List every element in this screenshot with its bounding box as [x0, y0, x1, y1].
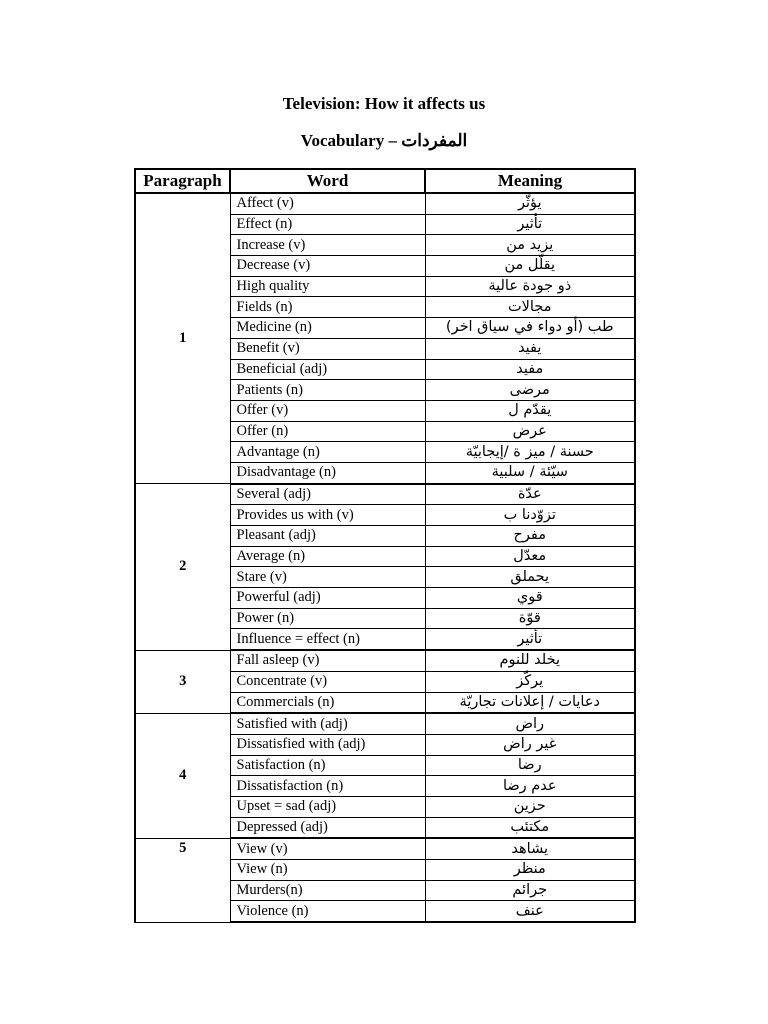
table-body — [135, 193, 635, 922]
vocab-meaning: يؤثّر — [425, 193, 635, 214]
vocab-word: View (v) — [230, 838, 425, 859]
vocab-word: Stare (v) — [230, 567, 425, 588]
vocab-word: Influence = effect (n) — [230, 629, 425, 650]
paragraph-number: 5 — [135, 838, 230, 922]
paragraph-number: 3 — [135, 650, 230, 713]
vocab-word: Effect (n) — [230, 214, 425, 235]
vocab-meaning: مرضى — [425, 380, 635, 401]
vocab-meaning: حسنة / ميز ة /إيجابيّة — [425, 442, 635, 463]
vocab-word: Concentrate (v) — [230, 671, 425, 692]
vocab-word: Upset = sad (adj) — [230, 796, 425, 817]
vocab-meaning: تأثير — [425, 214, 635, 235]
table-row — [135, 650, 635, 671]
vocab-meaning: رضا — [425, 755, 635, 776]
vocab-word: Several (adj) — [230, 484, 425, 505]
vocab-word: Offer (v) — [230, 400, 425, 421]
vocab-word: Depressed (adj) — [230, 817, 425, 838]
vocab-meaning: عدّة — [425, 484, 635, 505]
vocab-meaning: مفرح — [425, 526, 635, 547]
vocab-meaning: منظر — [425, 860, 635, 881]
vocab-meaning: مكتئب — [425, 817, 635, 838]
vocab-word: Satisfied with (adj) — [230, 713, 425, 734]
vocab-word: Fall asleep (v) — [230, 650, 425, 671]
vocab-meaning: يزيد من — [425, 235, 635, 256]
vocab-word: Decrease (v) — [230, 256, 425, 277]
vocab-word: Powerful (adj) — [230, 588, 425, 609]
vocab-word: High quality — [230, 276, 425, 297]
vocab-word: View (n) — [230, 860, 425, 881]
vocab-meaning: عنف — [425, 901, 635, 922]
table-row — [135, 484, 635, 505]
vocab-word: Beneficial (adj) — [230, 359, 425, 380]
vocab-meaning: يشاهد — [425, 838, 635, 859]
vocab-meaning: معدّل — [425, 546, 635, 567]
document-subtitle: Vocabulary – المفردات — [300, 131, 468, 150]
vocab-meaning: ذو جودة عالية — [425, 276, 635, 297]
vocab-meaning: يخلد للنوم — [425, 650, 635, 671]
vocab-meaning: تزوّدنا ب — [425, 505, 635, 526]
vocab-word: Violence (n) — [230, 901, 425, 922]
vocab-meaning: مجالات — [425, 297, 635, 318]
vocab-meaning: راض — [425, 713, 635, 734]
vocab-word: Fields (n) — [230, 297, 425, 318]
header-meaning: Meaning — [425, 169, 635, 193]
vocab-word: Affect (v) — [230, 193, 425, 214]
vocab-meaning: قوّة — [425, 608, 635, 629]
vocab-word: Average (n) — [230, 546, 425, 567]
vocab-word: Dissatisfied with (adj) — [230, 734, 425, 755]
vocab-meaning: عدم رضا — [425, 776, 635, 797]
vocab-word: Benefit (v) — [230, 338, 425, 359]
vocab-word: Satisfaction (n) — [230, 755, 425, 776]
vocab-meaning: طب (أو دواء في سياق اخر) — [425, 318, 635, 339]
table-row — [135, 193, 635, 214]
vocab-meaning: غير راض — [425, 734, 635, 755]
paragraph-number: 2 — [135, 484, 230, 651]
vocab-word: Dissatisfaction (n) — [230, 776, 425, 797]
vocab-word: Advantage (n) — [230, 442, 425, 463]
vocab-meaning: دعايات / إعلانات تجاريّة — [425, 692, 635, 713]
vocab-word: Pleasant (adj) — [230, 526, 425, 547]
vocabulary-table — [134, 168, 636, 923]
paragraph-number: 4 — [135, 713, 230, 838]
vocab-meaning: يقلّل من — [425, 256, 635, 277]
vocab-word: Power (n) — [230, 608, 425, 629]
vocab-word: Provides us with (v) — [230, 505, 425, 526]
table-header-row — [135, 169, 635, 193]
vocab-word: Murders(n) — [230, 880, 425, 901]
vocab-meaning: سيّئة / سلبية — [425, 462, 635, 483]
paragraph-number: 1 — [135, 193, 230, 484]
header-paragraph: Paragraph — [135, 169, 230, 193]
vocab-meaning: يقدّم ل — [425, 400, 635, 421]
vocab-meaning: عرض — [425, 421, 635, 442]
vocab-word: Offer (n) — [230, 421, 425, 442]
vocab-word: Patients (n) — [230, 380, 425, 401]
vocab-word: Medicine (n) — [230, 318, 425, 339]
document-title: Television: How it affects us — [282, 94, 486, 113]
vocab-meaning: قوي — [425, 588, 635, 609]
vocab-word: Disadvantage (n) — [230, 462, 425, 483]
vocab-meaning: مفيد — [425, 359, 635, 380]
vocab-meaning: يركّز — [425, 671, 635, 692]
vocab-meaning: يحملق — [425, 567, 635, 588]
vocab-meaning: حزين — [425, 796, 635, 817]
vocab-word: Increase (v) — [230, 235, 425, 256]
vocab-meaning: تأثير — [425, 629, 635, 650]
vocab-meaning: جرائم — [425, 880, 635, 901]
vocab-meaning: يفيد — [425, 338, 635, 359]
table-row — [135, 838, 635, 859]
table-row — [135, 713, 635, 734]
vocab-word: Commercials (n) — [230, 692, 425, 713]
header-word: Word — [230, 169, 425, 193]
